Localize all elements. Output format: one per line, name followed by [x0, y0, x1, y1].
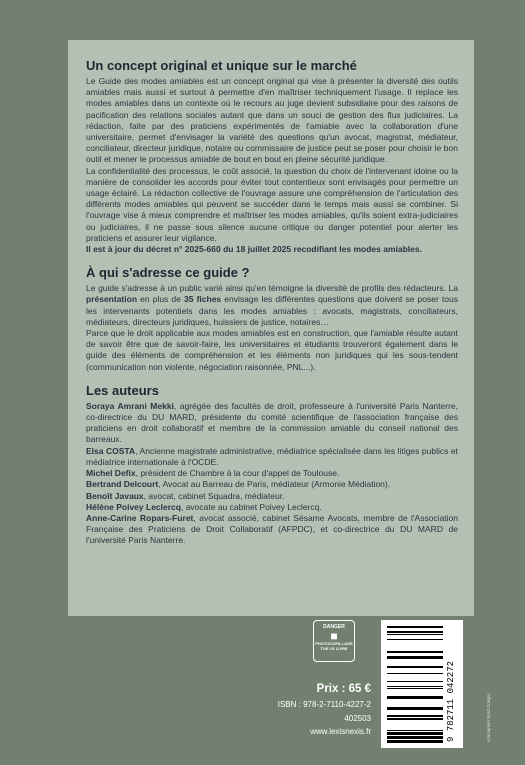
section-concept [86, 58, 458, 255]
barcode-bar [387, 666, 443, 668]
barcode-bar [387, 681, 443, 682]
barcode-bar [387, 732, 443, 735]
barcode-bar [387, 715, 443, 717]
barcode-bar [387, 740, 443, 743]
barcode-bar [387, 651, 443, 653]
paragraph: Le Guide des modes amiables est un concept original qui vise à présenter la diversité des outils amiables mais aussi et surtout à permettre d'en maîtriser techniquement l'usage. Il replace les modes amiables dans un contexte où le recours au juge devient subsidiaire pour des raisons de pacification des relations sociales autant que dans un souci de gestion des flux judiciaires. La rédaction, faite par des praticiens expérimentés de l'amiable avec la collaboration d'une universitaire, permet d'envisager la variété des questions qu'un avocat, magistrat, médiateur, conciliateur, directeur juridique, notaire ou commissaire de justice peut se poser pour choisir le bon outil et mener le processus amiable de bout en bout en pleine sécurité juridique. [86, 76, 458, 165]
barcode-bar [387, 718, 443, 720]
barcode-bar [387, 656, 443, 659]
barcode-bar [387, 736, 443, 739]
book-icon: ■ [330, 629, 338, 643]
barcode-graphic [381, 620, 463, 748]
author-entry: Bertrand Delcourt, Avocat au Barreau de Paris, médiateur (Armonie Médiation). [86, 479, 391, 490]
barcode-bar [387, 688, 443, 689]
author-entry: Elsa COSTA, Ancienne magistrate administrative, médiatrice spécialisée dans les litiges publics et médiatrice internationale à l'OCDE. [86, 445, 459, 467]
paragraph: Le guide s'adresse à un public varié ainsi qu'en témoigne la diversité de profils des rédacteurs. La présentation en plus de 35 fiches envisage les différentes questions que doivent se poser tous les intervenants potentiels dans les modes amiables : avocats, magistrats, conciliateurs, médiateurs, directeurs juridiques, huissiers de justice, notaires… [86, 283, 458, 327]
barcode-bar [387, 707, 443, 710]
barcode [381, 620, 463, 748]
barcode-bar [387, 639, 443, 640]
paragraph-bold: Il est à jour du décret n° 2025-660 du 18 juillet 2025 recodifiant les modes amiables. [86, 244, 422, 255]
back-cover-text [86, 58, 458, 547]
danger-photocopy-logo: DANGER ■ PHOTOCOPILLAGE TUE LE LIVRE [313, 620, 355, 662]
price: Prix : 65 € [316, 683, 371, 695]
paragraph: Parce que le droit applicable aux modes amiables est en construction, que l'amiable résulte autant de savoir être que de savoir-faire, les universitaires et étudiants trouveront également dans le guide des éléments de compréhension et les éléments non juridiques qui les sous-tendent (communication non violente, négociation raisonnée, PNL...). [86, 328, 458, 372]
author-entry: Hélène Poivey Leclercq, avocate au cabinet Poivey Leclercq. [86, 501, 322, 512]
paragraph: La confidentialité des processus, le coût associé, la question du choix de l'intervenant idoine ou la manière de consolider les accords pour éviter tout contentieux sont envisagés pour permettre un usage éclairé. La rédaction collective de l'ouvrage assure une compréhension de l'articulation des différents modes amiables qui peuvent se succéder dans le temps mais aussi se combiner. Si l'ouvrage vise à mieux comprendre et maîtriser les modes amiables, qu'ils soient extra-judiciaires ou judiciaires, il ne passe sous silence aucune critique ou danger potentiel pour alerter les praticiens et assurer leur vigilance. [86, 165, 458, 243]
website-link[interactable]: www.lexisnexis.fr [310, 727, 371, 736]
section-title: Les auteurs [86, 382, 159, 398]
barcode-bar [387, 626, 443, 628]
section-authors [86, 383, 458, 547]
design-credit: conception Nord Compo [486, 693, 491, 742]
author-entry: Michel Defix, président de Chambre à la cour d'appel de Toulouse. [86, 468, 340, 479]
isbn: ISBN : 978-2-7110-4227-2 [277, 700, 371, 709]
book-metadata [231, 698, 371, 739]
section-title: Un concept original et unique sur le marché [86, 58, 357, 73]
section-title: À qui s'adresse ce guide ? [86, 265, 250, 281]
barcode-bar [387, 631, 443, 633]
barcode-bar [387, 686, 443, 687]
section-audience [86, 265, 458, 373]
author-entry: Soraya Amrani Mekki, agrégée des facultés de droit, professeure à l'université Paris Nanterre, co-directrice du DU MARD, présidente du comité scientifique de l'association française des praticiens en droit collaboratif et membre de la commission amiable du conseil national des barreaux. [86, 400, 458, 445]
author-entry: Anne-Carine Ropars-Furet, avocat associé, cabinet Sésame Avocats, membre de l'Association Française des Praticiens de Droit Collaboratif (AFPDC), et co-directrice du DU MARD de l'université Paris Nanterre. [86, 512, 459, 546]
barcode-bar [387, 673, 443, 674]
barcode-bar [387, 634, 443, 635]
barcode-bar [387, 696, 443, 699]
barcode-digits: 9 782711 042272 [446, 660, 456, 742]
barcode-bar [387, 730, 443, 731]
author-entry: Benoît Javaux, avocat, cabinet Squadra, médiateur. [86, 490, 285, 501]
product-code: 402503 [344, 713, 371, 723]
